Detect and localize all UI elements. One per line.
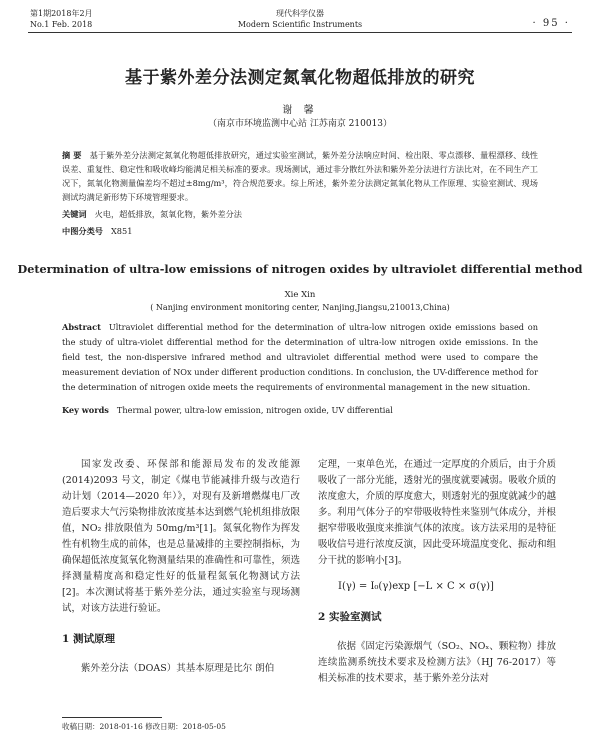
keywords-en-text: Thermal power, ultra-low emission, nitrogen oxide, UV differential [116, 405, 393, 415]
section-heading-2: 2 实验室测试 [318, 611, 382, 623]
journal-cn: 现代科学仪器 [276, 9, 324, 18]
classification-label: 中图分类号 [62, 226, 103, 236]
classification-number [62, 226, 132, 237]
body-right-column [318, 457, 556, 687]
journal-en: Modern Scientific Instruments [237, 20, 363, 29]
keywords-cn-text: 火电，超低排放，氮氧化物，紫外差分法 [94, 209, 242, 219]
issue-en: No.1 Feb. 2018 [30, 20, 93, 29]
journal-name [30, 8, 570, 30]
abstract-en-label: Abstract [62, 322, 101, 332]
issue-cn: 第1期2018年2月 [30, 9, 93, 18]
author-cn: 谢 馨 [282, 105, 318, 116]
abstract-en [62, 320, 538, 395]
keywords-cn [62, 209, 242, 220]
footnote-divider [62, 717, 162, 718]
intro-paragraph: 国家发改委、环保部和能源局发布的发改能源(2014)2093 号文，制定《煤电节能减排升级与改造行动计划（2014—2020 年）》，对现有及新增燃煤电厂改造后要求大气污染物排放浓度基本达到燃气轮机组排放限值，NO₂ 排放限值为 50mg/m³[1]。氮氧化物作为挥发性有机物生成的前体，也是总量减排的主要控制指标，为确保超低浓度氮氧化物测量结果的准确性和可靠性，须选择测量精度高和稳定性好的低量程氮氧化物测试方法[2]。本次测试将基于紫外差分法，通过实验室与现场测试，对该方法进行验证。 [62, 459, 300, 614]
beer-lambert-equation: I(γ) = I₀(γ)exp [−L × C × σ(γ)] [338, 581, 494, 592]
received-date: 收稿日期：2018-01-16 修改日期：2018-05-05 [62, 722, 226, 731]
running-header [30, 8, 570, 42]
abstract-en-text: Ultraviolet differential method for the determination of ultra-low nitrogen oxide emissions based on the study of ultra-violet differential method for the determination of ultra-low nitrogen oxide emissions. In the field test, the non-dispersive infrared method and ultraviolet differential method were used to compare the measurement deviation of NOx under different production conditions. In conclusion, the UV-difference method for the determination of nitrogen oxide meets the requirements of environmental management in the new situation. [62, 322, 538, 392]
abstract-cn-label: 摘 要 [62, 150, 82, 160]
keywords-en-label: Key words [62, 405, 109, 415]
header-divider [28, 32, 572, 33]
abstract-cn [62, 148, 538, 204]
section-heading-1: 1 测试原理 [62, 633, 115, 645]
affiliation-en: ( Nanjing environment monitoring center, Nanjing,Jiangsu,210013,China) [150, 303, 450, 312]
body-left-column [62, 457, 300, 677]
affiliation-cn: （南京市环境监测中心站 江苏南京 210013） [207, 119, 393, 129]
keywords-en [62, 405, 538, 415]
page-number: · 95 · [532, 18, 570, 29]
paper-title-en: Determination of ultra-low emissions of nitrogen oxides by ultraviolet differential method [17, 262, 583, 276]
author-en: Xie Xin [284, 290, 316, 300]
abstract-cn-text: 基于紫外差分法测定氮氧化物超低排放研究，通过实验室测试，紫外差分法响应时间、检出限、零点漂移、量程漂移、线性误差、重复性、稳定性和吸收峰均能满足相关标准的要求。现场测试，通过非分散红外法和紫外差分法进行方法比对，在不同生产工况下，氮氧化物测量偏差均不超过±8mg/m³，符合规范要求。综上所述，紫外差分法测定氮氧化物从工作原理、实验室测试、现场测试均满足新形势下环境管理要求。 [62, 150, 538, 202]
principle-continued: 定理，一束单色光，在通过一定厚度的介质后，由于介质吸收了一部分光能，透射光的强度就要减弱。吸收介质的浓度愈大，介质的厚度愈大，则透射光的强度就减少的越多。利用气体分子的窄带吸收特性来鉴别气体成分，并根据窄带吸收强度来推演气体的浓度。该方法采用的是特征吸收信号进行浓度反演，因此受环境温度变化、振动和组分干扰的影响小[3]。 [318, 459, 556, 566]
principle-paragraph: 紫外差分法（DOAS）其基本原理是比尔 朗伯 [81, 663, 275, 674]
keywords-cn-label: 关键词 [62, 209, 87, 219]
lab-test-paragraph: 依据《固定污染源烟气（SO₂、NOₓ、颗粒物）排放连续监测系统技术要求及检测方法》（HJ 76-2017）等相关标准的技术要求，基于紫外差分法对 [318, 641, 556, 684]
paper-title-cn: 基于紫外差分法测定氮氧化物超低排放的研究 [125, 68, 475, 88]
classification-value: X851 [110, 226, 133, 236]
